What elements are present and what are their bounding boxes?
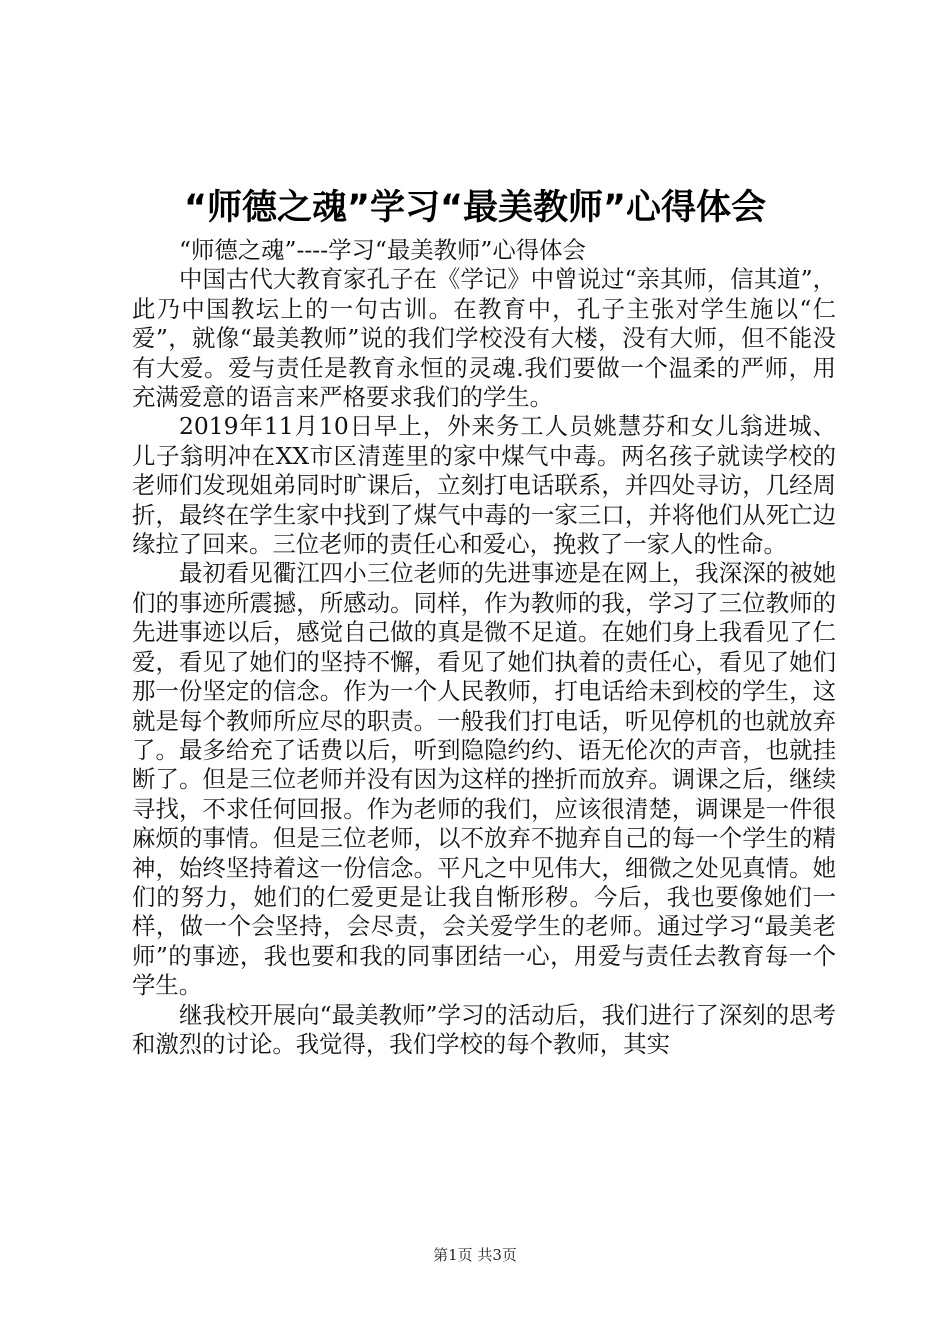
document-title: “师德之魂”学习“最美教师”心得体会: [183, 188, 766, 228]
document-body: [132, 236, 836, 1059]
body-paragraph: 最初看见衢江四小三位老师的先进事迹是在网上，我深深的被她们的事迹所震撼，所感动。同样，作为教师的我，学习了三位教师的先进事迹以后，感觉自己做的真是微不足道。在她们身上我看见了仁爱，看见了她们的坚持不懈，看见了她们执着的责任心，看见了她们那一份坚定的信念。作为一个人民教师，打电话给未到校的学生，这就是每个教师所应尽的职责。一般我们打电话，听见停机的也就放弃了。最多给充了话费以后，听到隐隐约约、语无伦次的声音，也就挂断了。但是三位老师并没有因为这样的挫折而放弃。调课之后，继续寻找，不求任何回报。作为老师的我们，应该很清楚，调课是一件很麻烦的事情。但是三位老师，以不放弃不抛弃自己的每一个学生的精神，始终坚持着这一份信念。平凡之中见伟大，细微之处见真情。她们的努力，她们的仁爱更是让我自惭形秽。今后，我也要像她们一样，做一个会坚持，会尽责，会关爱学生的老师。通过学习“最美老师”的事迹，我也要和我的同事团结一心，用爱与责任去教育每一个学生。: [132, 559, 836, 1000]
body-paragraph: 中国古代大教育家孔子在《学记》中曾说过“亲其师，信其道”，此乃中国教坛上的一句古训。在教育中，孔子主张对学生施以“仁爱”，就像“最美教师”说的我们学校没有大楼，没有大师，但不能没有大爱。爱与责任是教育永恒的灵魂.我们要做一个温柔的严师，用充满爱意的语言来严格要求我们的学生。: [132, 265, 836, 412]
subtitle-paragraph: “师德之魂”----学习“最美教师”心得体会: [179, 236, 586, 264]
body-paragraph: 继我校开展向“最美教师”学习的活动后，我们进行了深刻的思考和激烈的讨论。我觉得，我们学校的每个教师，其实: [132, 1000, 836, 1058]
page-footer: 第1页 共3页: [433, 1246, 517, 1264]
body-paragraph: 2019年11月10日早上，外来务工人员姚慧芬和女儿翁进城、儿子翁明冲在XX市区清莲里的家中煤气中毒。两名孩子就读学校的老师们发现姐弟同时旷课后，立刻打电话联系，并四处寻访，几经周折，最终在学生家中找到了煤气中毒的一家三口，并将他们从死亡边缘拉了回来。三位老师的责任心和爱心，挽救了一家人的性命。: [132, 412, 836, 559]
